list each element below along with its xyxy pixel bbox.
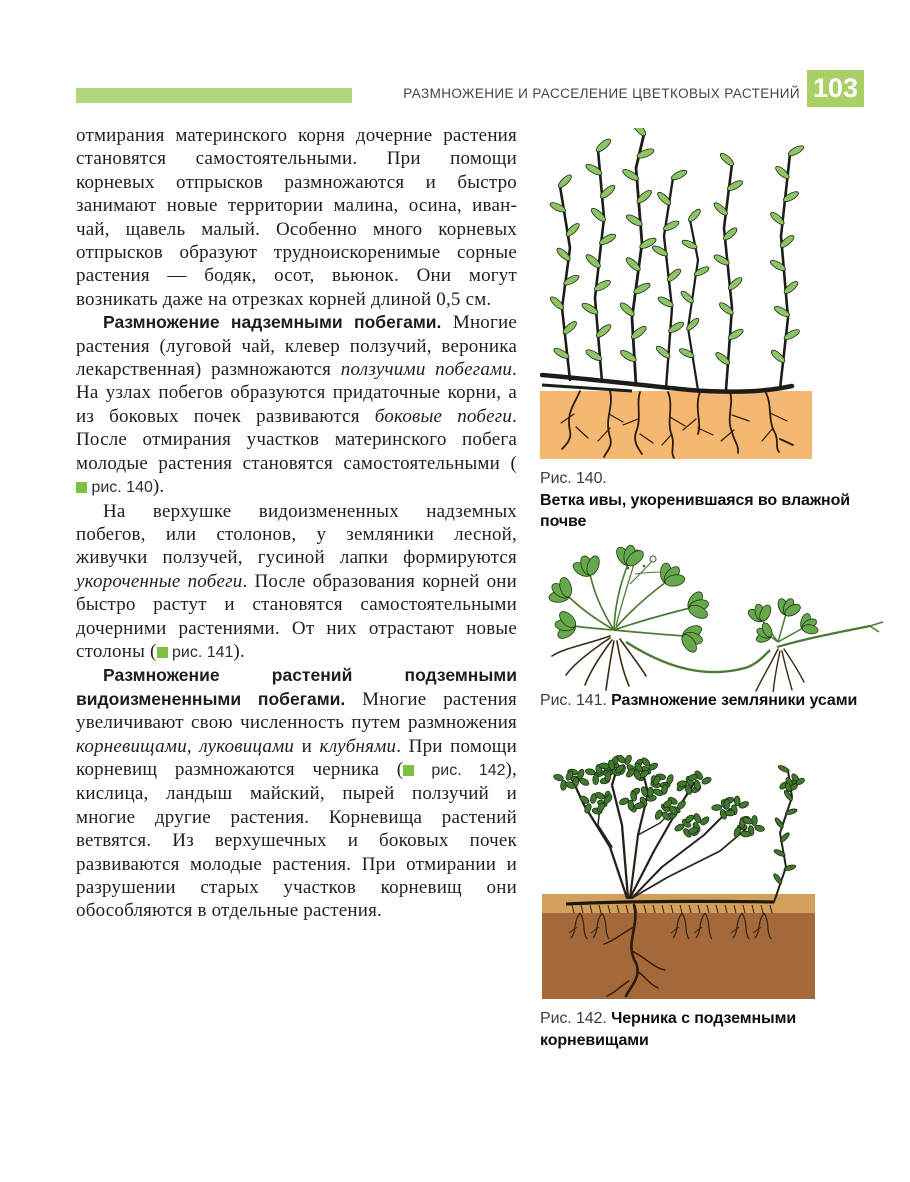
figure-marker-square-icon [76,482,87,493]
paragraph: Размножение надземными побегами. Многие растения (луговой чай, клевер ползучий, вероника лекарственная) размножаются ползучими побегами. На узлах побегов образуются придаточные корни, а из боковых почек развиваются боковые побеги. После отмирания участков материнского побега молодые растения становятся самостоятельными ( рис. 140). [76,312,518,498]
figure-label: Рис. 141. [540,692,607,709]
figure-142-image [542,755,872,1005]
figure-marker-square-icon [157,647,168,658]
figure-140-image [540,128,885,465]
paragraph: Размножение растений подземными видоизмененными побегами. Многие растения увеличивают свою численность путем размножения корневищами, луковицами и клубнями. При помощи корневищ размножаются черника ( рис. 142), кислица, ландыш майский, пырей ползучий и многие другие растения. Корневища растений ветвятся. Из верхушечных и боковых почек развиваются молодые растения. При отмирании и разрушении старых участков корневищ они обособляются в отдельные растения. [76,665,518,922]
willow-branch-illustration [540,128,885,460]
figure-140-caption [540,468,860,533]
page-number: 103 [812,73,859,103]
figure-label: Рис. 140. [540,470,607,487]
page-number-box [807,70,864,107]
figure-reference: рис. 141 [157,644,234,661]
text-column [76,124,517,923]
figure-reference: рис. 142 [403,762,505,779]
figure-reference: рис. 140 [76,479,153,496]
blueberry-rhizome-illustration [542,755,872,1000]
header-rule-bar [76,88,352,103]
figure-142-caption [540,1008,860,1051]
paragraph: На верхушке видоизмененных надземных побегов, или столонов, у земляники лесной, живучки ползучей, гусиной лапки формируются укороченные побеги. После образования корней они быстро растут и становятся самостоятельными дочерними растениями. От них отрастают новые столоны ( рис. 141). [76,500,517,662]
strawberry-runner-illustration [540,544,905,692]
figure-marker-square-icon [403,765,414,776]
figure-141-caption [540,690,860,712]
figure-label: Рис. 142. [540,1010,607,1027]
figure-141-image [540,544,905,697]
figure-title: Размножение земляники усами [611,692,858,709]
page-header-title: РАЗМНОЖЕНИЕ И РАССЕЛЕНИЕ ЦВЕТКОВЫХ РАСТЕНИЙ [403,86,800,101]
paragraph: отмирания материнского корня дочерние растения становятся самостоятельными. При помощи корневых отпрысков размножаются и быстро занимают новые территории малина, осина, иван-чай, щавель малый. Особенно много корневых отпрысков образуют трудноискоренимые сорные растения — бодяк, осот, вьюнок. Они могут возникать даже на отрезках корней длиной 0,5 см. [76,125,517,310]
figure-title: Черника с подземными корневищами [540,1010,797,1049]
figure-title: Ветка ивы, укоренившаяся во влажной почве [540,491,851,530]
